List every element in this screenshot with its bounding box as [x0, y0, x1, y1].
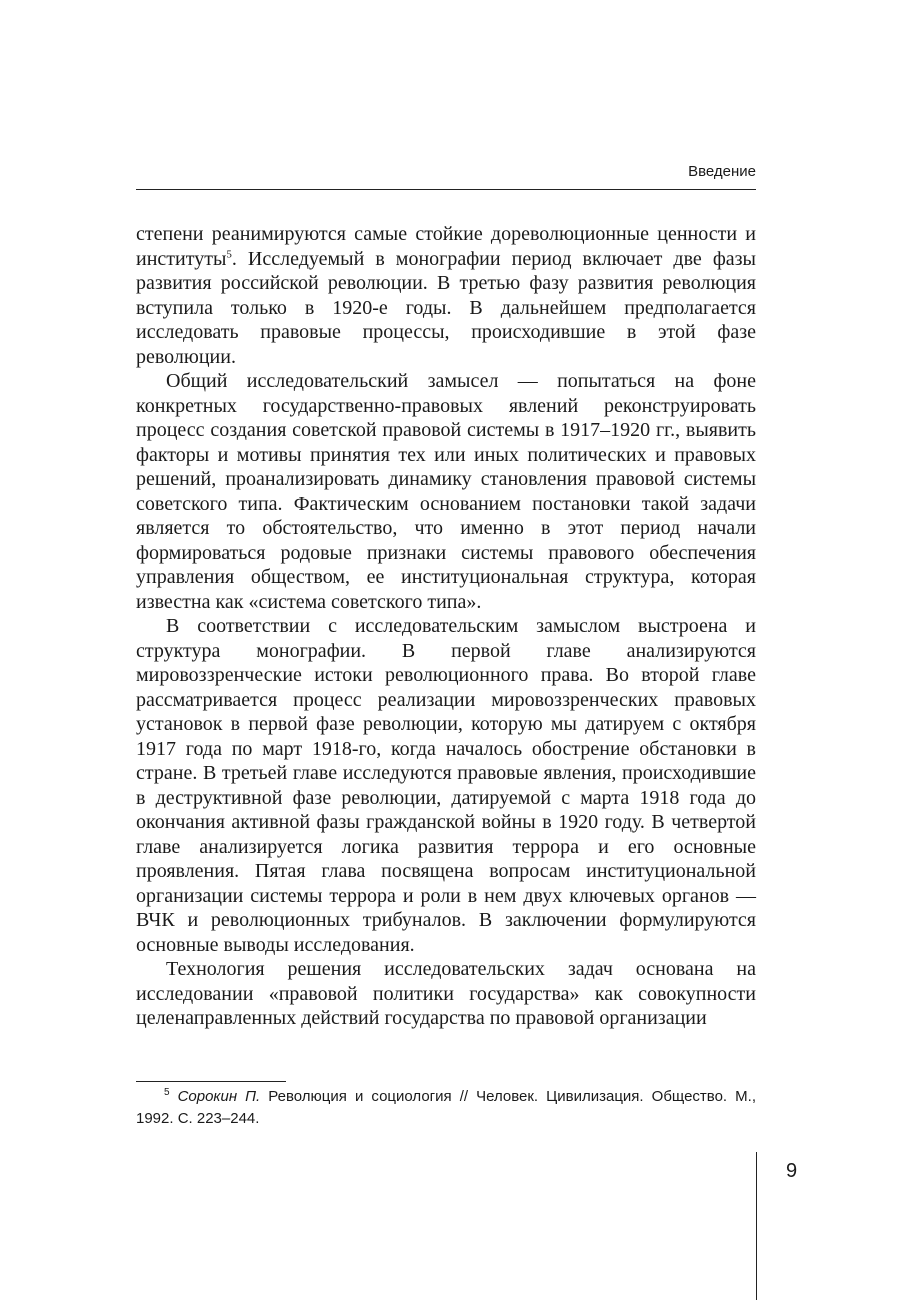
footnote-reference: 5: [226, 247, 232, 260]
main-text: [136, 222, 756, 1031]
paragraph-1: [136, 222, 756, 369]
running-header: Введение: [688, 163, 756, 180]
footnote-text: Революция и социология // Человек. Цивилизация. Общество. М., 1992. С. 223–244.: [136, 1088, 756, 1127]
paragraph-2: Общий исследовательский замысел — попытаться на фоне конкретных государственно-правовых явлений реконструировать процесс создания советской правовой системы в 1917–1920 гг., выявить факторы и мотивы принятия тех или иных политических и правовых решений, проанализировать динамику становления правовой системы советского типа. Фактическим основанием постановки такой задачи является то обстоятельство, что именно в этот период начали формироваться родовые признаки системы правового обеспечения управления обществом, ее институциональная структура, которая известна как «система советского типа».: [136, 370, 756, 613]
page-number-rule: [756, 1152, 757, 1300]
paragraph-1-text-before: степени реанимируются самые стойкие дореволюционные ценности и институты: [136, 223, 756, 270]
page-number: 9: [786, 1160, 798, 1182]
paragraph-1-text-after: . Исследуемый в монографии период включает две фазы развития российской революции. В третью фазу развития революция вступила только в 1920-е годы. В дальнейшем предполагается исследовать правовые процессы, происходившие в этой фазе революции.: [136, 247, 756, 368]
footnote-number: 5: [164, 1087, 170, 1098]
footnote: [136, 1086, 756, 1130]
paragraph-4: Технология решения исследовательских задач основана на исследовании «правовой политики государства» как совокупности целенаправленных действий государства по правовой организации: [136, 958, 756, 1029]
footnote-author: Сорокин П.: [177, 1088, 261, 1105]
header-rule: [136, 189, 756, 190]
footnote-rule: [136, 1081, 286, 1082]
paragraph-3: В соответствии с исследовательским замыслом выстроена и структура монографии. В первой главе анализируются мировоззренческие истоки революционного права. Во второй главе рассматривается процесс реализации мировоззренческих правовых установок в первой фазе революции, которую мы датируем с октября 1917 года по март 1918-го, когда началось обострение обстановки в стране. В третьей главе исследуются правовые явления, происходившие в деструктивной фазе революции, датируемой с марта 1918 года до окончания активной фазы гражданской войны в 1920 году. В четвертой главе анализируется логика развития террора и его основные проявления. Пятая глава посвящена вопросам институциональной организации системы террора и роли в нем двух ключевых органов — ВЧК и революционных трибуналов. В заключении формулируются основные выводы исследования.: [136, 615, 756, 956]
